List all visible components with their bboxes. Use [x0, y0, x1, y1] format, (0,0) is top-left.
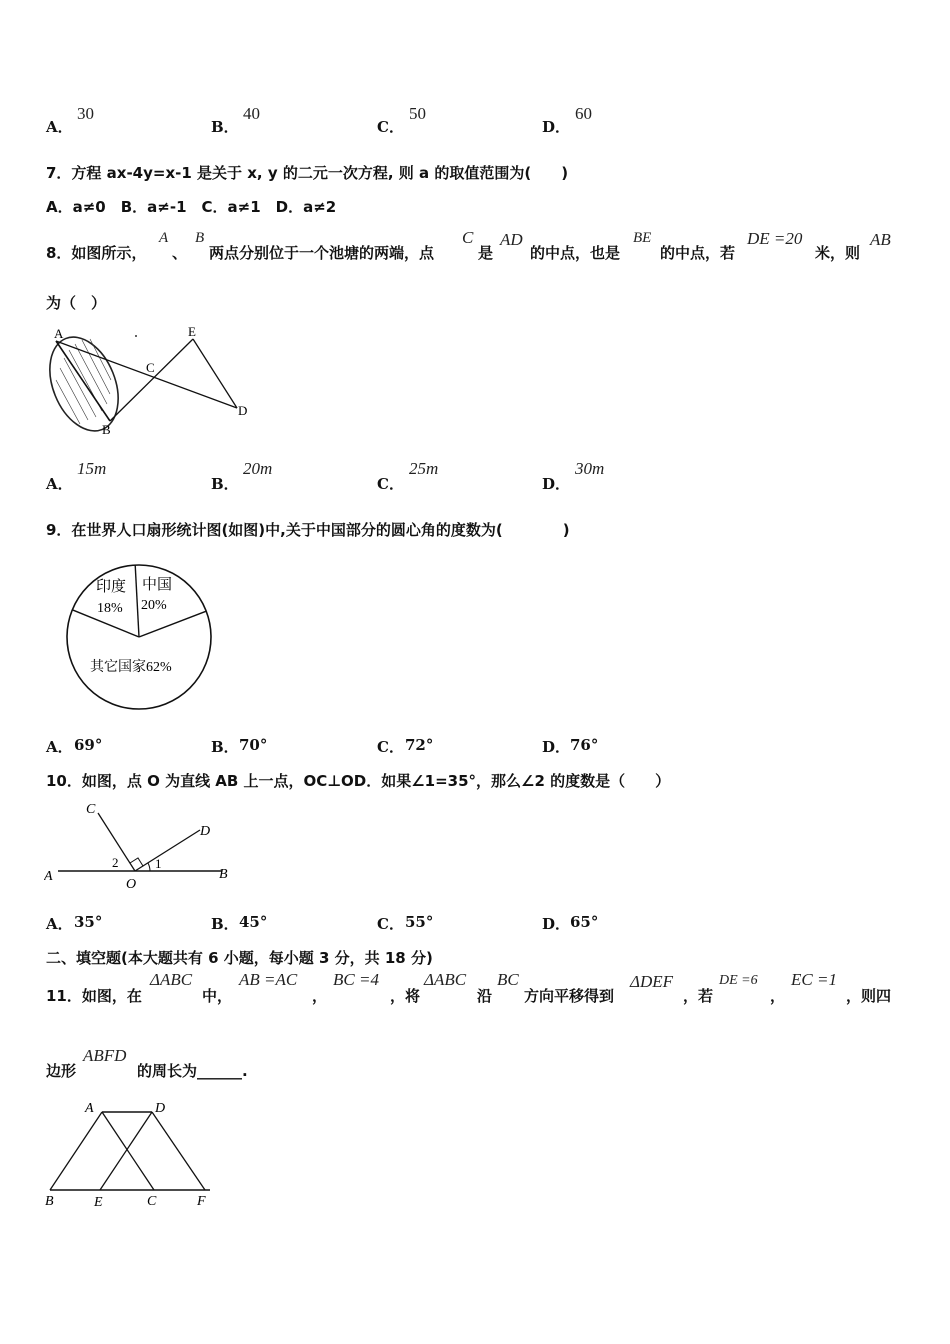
- india-label: 印度: [96, 579, 127, 595]
- label-c: C: [86, 802, 96, 817]
- q8-option-c-value: 25m: [409, 459, 439, 478]
- q8-segment-ad: AD: [500, 230, 523, 249]
- q9-option-a-letter: A．: [46, 738, 73, 756]
- segment-de: [193, 339, 237, 408]
- segment-df: [152, 1112, 205, 1190]
- q8-text-5: 米，则: [815, 244, 861, 262]
- q8-point-c: C: [462, 228, 474, 247]
- q8-segment-ab: AB: [870, 230, 891, 249]
- q11-text-1: 中，: [202, 987, 233, 1005]
- other-label: 其它国家62%: [90, 660, 172, 675]
- q8-figure: [44, 320, 264, 440]
- angle-1-label: 1: [155, 856, 162, 871]
- q9-stem: 9．在世界人口扇形统计图(如图)中,关于中国部分的圆心角的度数为( ): [46, 521, 570, 539]
- q9-pie-chart: [60, 562, 220, 712]
- q8-option-a-value: 15m: [77, 459, 107, 478]
- q11-line2-prefix: 边形: [46, 1062, 77, 1080]
- segment-de: [100, 1112, 152, 1190]
- q11-comma-1: ，: [312, 987, 328, 1005]
- q8-stem-line-2: 为（ ）: [46, 294, 107, 312]
- label-a: A: [54, 326, 64, 341]
- label-b: B: [102, 422, 111, 437]
- segment-be: [110, 339, 193, 421]
- q11-bc: BC: [497, 970, 519, 989]
- q10-option-a-letter: A．: [46, 915, 73, 933]
- q6-option-c-letter: C．: [377, 118, 404, 136]
- q11-number: 11．如图，在: [46, 987, 142, 1005]
- right-angle-mark: [130, 858, 143, 866]
- angle-1-arc: [148, 863, 150, 871]
- q6-option-d-letter: D．: [542, 118, 571, 136]
- q11-eq-ec: EC =1: [791, 970, 837, 989]
- china-label: 中国: [142, 577, 173, 593]
- q11-tri-abc-2: ΔABC: [424, 970, 467, 989]
- q9-option-c-value: 72°: [405, 736, 434, 754]
- q8-de-value: DE =20: [747, 229, 803, 248]
- label-f: F: [197, 1194, 206, 1209]
- stray-dot: [135, 335, 137, 337]
- q11-text-4: 方向平移得到: [524, 987, 615, 1005]
- q10-option-b-letter: B．: [211, 915, 239, 933]
- india-percent: 18%: [97, 601, 123, 616]
- q6-option-d-value: 60: [575, 104, 592, 123]
- section-2-heading: 二、填空题(本大题共有 6 小题，每小题 3 分，共 18 分): [46, 949, 433, 967]
- q9-option-b-letter: B．: [211, 738, 239, 756]
- label-d: D: [200, 824, 211, 839]
- q8-text-2: 是: [478, 244, 494, 262]
- q11-text-3: 沿: [477, 987, 493, 1005]
- q7-options: A．a≠0 B．a≠-1 C．a≠1 D．a≠2: [46, 198, 337, 216]
- q8-number: 8．如图所示，: [46, 244, 147, 262]
- label-a: A: [85, 1101, 94, 1116]
- label-d: D: [155, 1101, 166, 1116]
- ray-od: [135, 830, 200, 871]
- q10-option-a-value: 35°: [74, 913, 103, 931]
- q8-point-a: A: [159, 230, 169, 246]
- q9-option-a-value: 69°: [74, 736, 103, 754]
- q11-tri-abc: ΔABC: [150, 970, 193, 989]
- q10-figure: [44, 795, 244, 895]
- q9-option-c-letter: C．: [377, 738, 404, 756]
- label-c: C: [146, 360, 155, 375]
- q8-text-4: 的中点，若: [660, 244, 736, 262]
- q11-figure: [40, 1095, 220, 1215]
- q9-option-d-value: 76°: [570, 736, 599, 754]
- q10-option-d-value: 65°: [570, 913, 599, 931]
- q8-point-b: B: [195, 230, 205, 246]
- q11-comma-2: ，: [770, 987, 786, 1005]
- segment-ab: [50, 1112, 102, 1190]
- label-a: A: [44, 869, 53, 884]
- q8-option-b-value: 20m: [243, 459, 273, 478]
- q8-sep: 、: [172, 244, 188, 262]
- q8-option-d-letter: D．: [542, 475, 571, 493]
- label-o: O: [126, 877, 137, 892]
- q6-option-a-letter: A．: [46, 118, 73, 136]
- q6-option-b-value: 40: [243, 104, 260, 123]
- q8-segment-be: BE: [633, 230, 652, 246]
- label-c: C: [147, 1194, 157, 1209]
- q11-line2-suffix: 的周长为______.: [137, 1062, 248, 1080]
- q10-option-d-letter: D．: [542, 915, 571, 933]
- q11-text-2: ，将: [390, 987, 421, 1005]
- q9-option-b-value: 70°: [239, 736, 268, 754]
- q6-option-b-letter: B．: [211, 118, 239, 136]
- q10-option-c-value: 55°: [405, 913, 434, 931]
- q11-quad: ABFD: [83, 1046, 127, 1065]
- label-e: E: [94, 1195, 103, 1210]
- q6-option-c-value: 50: [409, 104, 426, 123]
- q8-text-3: 的中点，也是: [530, 244, 621, 262]
- q11-eq-bc: BC =4: [333, 970, 379, 989]
- q9-option-d-letter: D．: [542, 738, 571, 756]
- q10-option-c-letter: C．: [377, 915, 404, 933]
- label-e: E: [188, 324, 196, 339]
- q10-stem: 10．如图，点 O 为直线 AB 上一点，OC⊥OD．如果∠1=35°，那么∠2 的度数是（ ）: [46, 772, 671, 790]
- q8-option-d-value: 30m: [575, 459, 605, 478]
- q8-option-c-letter: C．: [377, 475, 404, 493]
- label-d: D: [238, 403, 248, 418]
- q7-stem: 7．方程 ax-4y=x-1 是关于 x, y 的二元一次方程, 则 a 的取值范围为( ): [46, 164, 569, 182]
- q11-text-5: ，若: [683, 987, 714, 1005]
- china-percent: 20%: [141, 598, 167, 613]
- q8-option-b-letter: B．: [211, 475, 239, 493]
- q10-option-b-value: 45°: [239, 913, 268, 931]
- segment-ac: [102, 1112, 154, 1190]
- q8-text-1: 两点分别位于一个池塘的两端，点: [209, 244, 435, 262]
- q8-option-a-letter: A．: [46, 475, 73, 493]
- q11-eq-ab-ac: AB =AC: [239, 970, 298, 989]
- q11-eq-de: DE =6: [719, 973, 758, 988]
- angle-2-label: 2: [112, 855, 119, 870]
- q11-tri-def: ΔDEF: [630, 972, 674, 991]
- q11-text-6: ，则四: [846, 987, 892, 1005]
- q6-option-a-value: 30: [77, 104, 94, 123]
- label-b: B: [45, 1194, 54, 1209]
- label-b: B: [219, 867, 228, 882]
